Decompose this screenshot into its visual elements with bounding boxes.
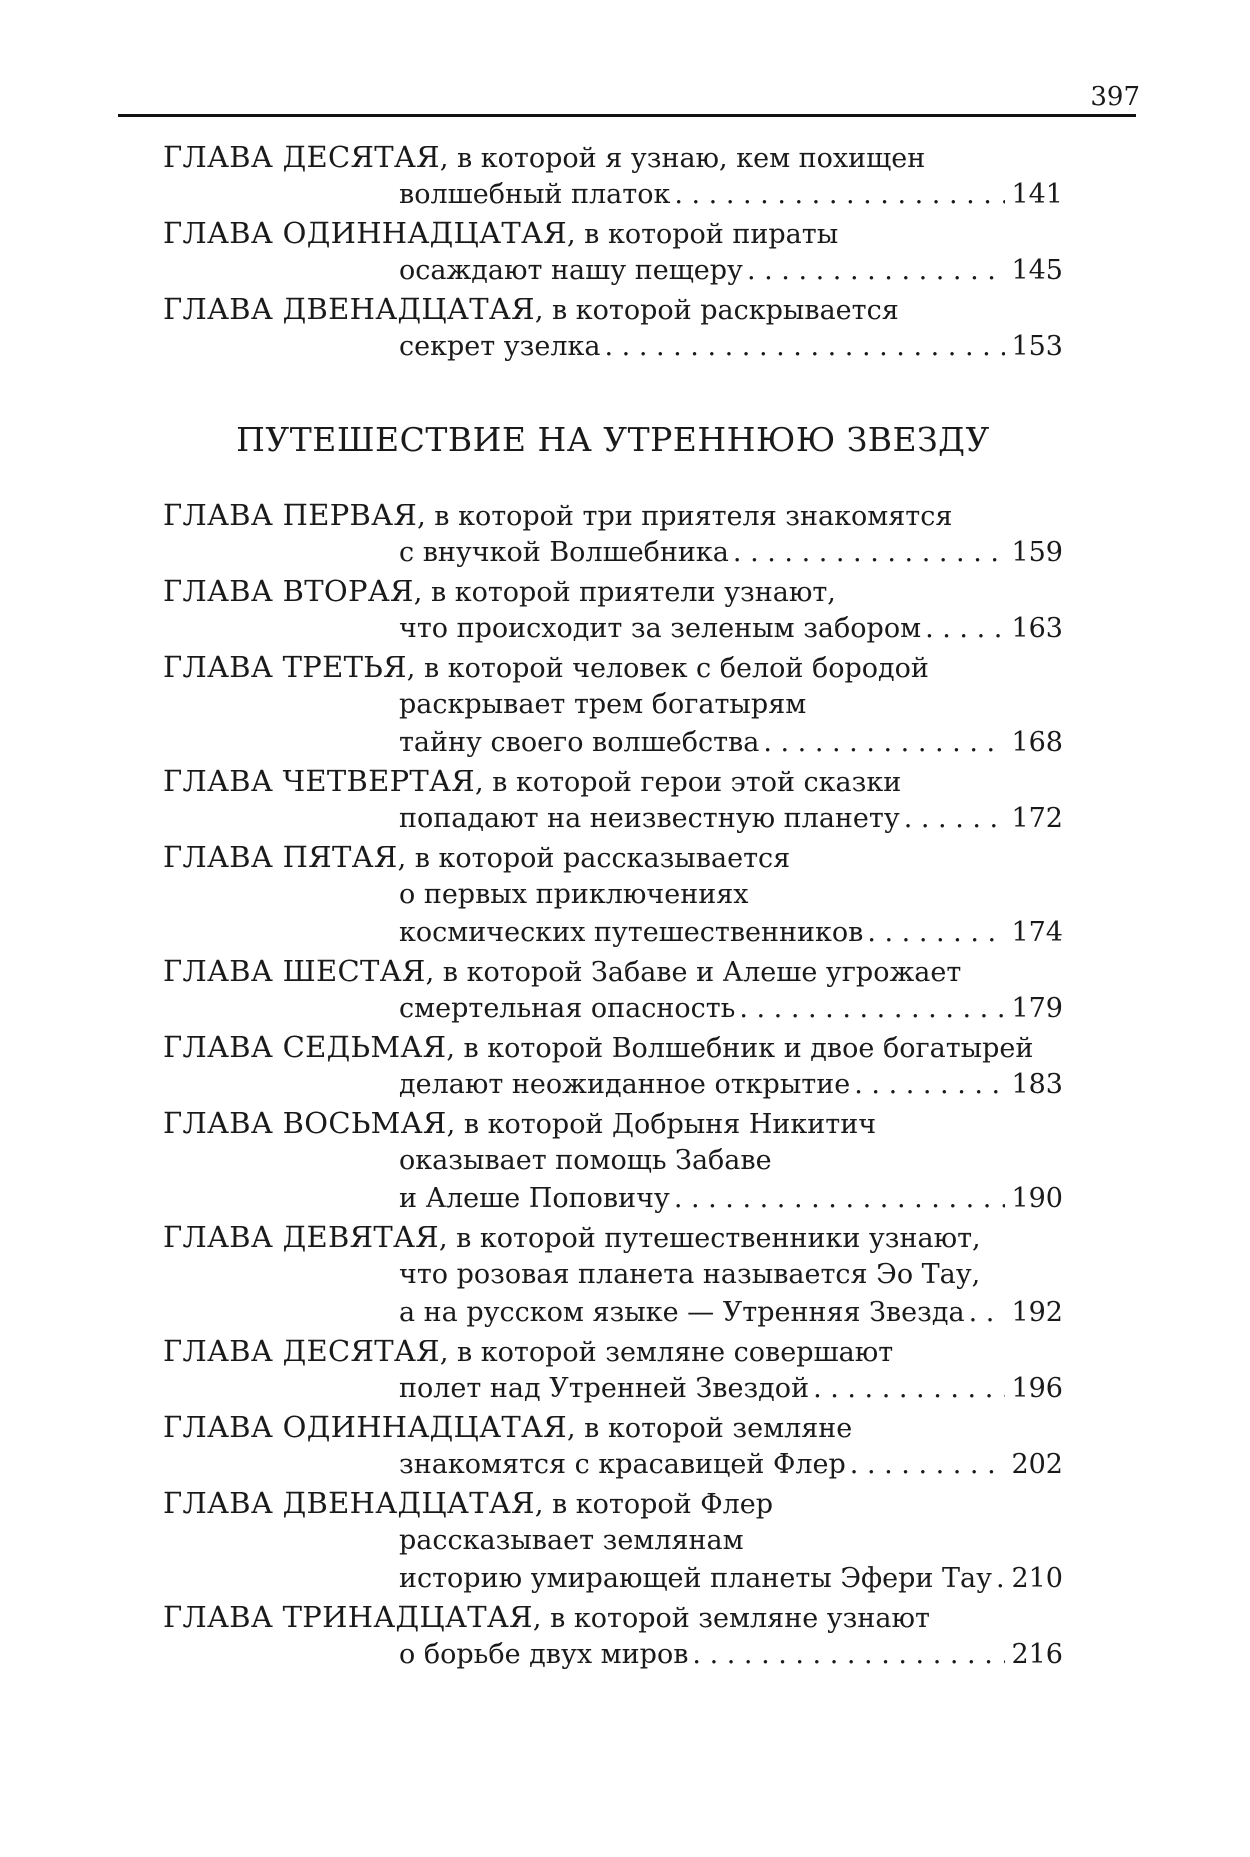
toc-entry[interactable]	[163, 572, 1063, 648]
toc-entry-continuation	[163, 686, 1063, 724]
page-reference[interactable]: 153	[1011, 331, 1063, 362]
toc-section-previous	[163, 138, 1063, 366]
toc-entry-continuation	[163, 1446, 1063, 1484]
toc-entry-heading	[163, 952, 1063, 990]
toc-entry-heading	[163, 496, 1063, 534]
toc-entry-continuation	[163, 724, 1063, 762]
chapter-label: ГЛАВА ДЕВЯТАЯ	[163, 1220, 439, 1254]
chapter-description-continued: секрет узелка	[399, 331, 601, 362]
toc-entry-continuation	[163, 1142, 1063, 1180]
toc-entry-heading	[163, 290, 1063, 328]
chapter-description: , в которой Добрыня Никитич	[446, 1109, 877, 1140]
chapter-label: ГЛАВА ВОСЬМАЯ	[163, 1106, 447, 1140]
chapter-description-continued: что происходит за зеленым забором	[399, 613, 922, 644]
toc-entry[interactable]	[163, 648, 1063, 762]
page-reference[interactable]: 163	[1011, 613, 1063, 644]
chapter-label: ГЛАВА ПЯТАЯ	[163, 840, 398, 874]
toc-entry-continuation	[163, 800, 1063, 838]
dot-leader	[604, 328, 1005, 366]
toc-entry-continuation	[163, 1256, 1063, 1294]
chapter-description: , в которой герои этой сказки	[475, 767, 902, 798]
chapter-description-continued: с внучкой Волшебника	[399, 537, 729, 568]
chapter-description-continued: волшебный платок	[399, 179, 671, 210]
chapter-label: ГЛАВА СЕДЬМАЯ	[163, 1030, 447, 1064]
section-title: ПУТЕШЕСТВИЕ НА УТРЕННЮЮ ЗВЕЗДУ	[236, 420, 990, 459]
chapter-description-continued: и Алеше Поповичу	[399, 1183, 670, 1214]
dot-leader	[747, 252, 1006, 290]
chapter-label: ГЛАВА ВТОРАЯ	[163, 574, 414, 608]
toc-entry-heading	[163, 648, 1063, 686]
page-reference[interactable]: 179	[1011, 993, 1063, 1024]
dot-leader	[813, 1370, 1005, 1408]
page-reference[interactable]: 216	[1011, 1639, 1063, 1670]
toc-entry[interactable]	[163, 1028, 1063, 1104]
toc-entry-continuation	[163, 610, 1063, 648]
chapter-label: ГЛАВА ДЕСЯТАЯ	[163, 140, 440, 174]
page-reference[interactable]: 159	[1011, 537, 1063, 568]
chapter-label: ГЛАВА ДВЕНАДЦАТАЯ	[163, 292, 535, 326]
chapter-label: ГЛАВА ПЕРВАЯ	[163, 498, 418, 532]
chapter-description-continued: о первых приключениях	[399, 879, 749, 910]
toc-section-morning-star	[163, 496, 1063, 1674]
page-reference[interactable]: 174	[1011, 917, 1063, 948]
toc-entry[interactable]	[163, 1408, 1063, 1484]
toc-entry[interactable]	[163, 1598, 1063, 1674]
chapter-description: , в которой земляне	[567, 1413, 853, 1444]
toc-entry-heading	[163, 214, 1063, 252]
toc-entry-heading	[163, 1104, 1063, 1142]
chapter-label: ГЛАВА ОДИННАДЦАТАЯ	[163, 216, 567, 250]
chapter-description: , в которой Волшебник и двое богатырей	[446, 1033, 1034, 1064]
toc-entry-continuation	[163, 1180, 1063, 1218]
dot-leader	[904, 800, 1006, 838]
toc-entry[interactable]	[163, 1484, 1063, 1598]
dot-leader	[969, 1294, 1006, 1332]
chapter-description-continued: космических путешественников	[399, 917, 864, 948]
toc-entry-continuation	[163, 534, 1063, 572]
toc-entry-continuation	[163, 252, 1063, 290]
chapter-label: ГЛАВА ТРЕТЬЯ	[163, 650, 407, 684]
chapter-description-continued: смертельная опасность	[399, 993, 736, 1024]
page-reference[interactable]: 190	[1011, 1183, 1063, 1214]
dot-leader	[996, 1560, 1005, 1598]
dot-leader	[674, 1180, 1006, 1218]
toc-entry-heading	[163, 1598, 1063, 1636]
chapter-description: , в которой путешественники узнают,	[438, 1223, 981, 1254]
chapter-description: , в которой Забаве и Алеше угрожает	[425, 957, 962, 988]
chapter-description-continued: полет над Утренней Звездой	[399, 1373, 810, 1404]
toc-entry-continuation	[163, 1370, 1063, 1408]
chapter-label: ГЛАВА ДВЕНАДЦАТАЯ	[163, 1486, 535, 1520]
dot-leader	[733, 534, 1006, 572]
toc-entry-continuation	[163, 1636, 1063, 1674]
toc-entry[interactable]	[163, 838, 1063, 952]
chapter-description-continued: осаждают нашу пещеру	[399, 255, 743, 286]
dot-leader	[854, 1066, 1005, 1104]
chapter-label: ГЛАВА ШЕСТАЯ	[163, 954, 426, 988]
page-reference[interactable]: 192	[1011, 1297, 1063, 1328]
page-reference[interactable]: 172	[1011, 803, 1063, 834]
chapter-description: , в которой три приятеля знакомятся	[417, 501, 953, 532]
toc-entry-heading	[163, 572, 1063, 610]
toc-entry[interactable]	[163, 1332, 1063, 1408]
page-number: 397	[1090, 82, 1140, 112]
toc-entry[interactable]	[163, 290, 1063, 366]
chapter-description: , в которой земляне узнают	[532, 1603, 930, 1634]
chapter-label: ГЛАВА ОДИННАДЦАТАЯ	[163, 1410, 567, 1444]
chapter-description: , в которой я узнаю, кем похищен	[439, 143, 926, 174]
toc-entry[interactable]	[163, 1104, 1063, 1218]
toc-entry-heading	[163, 1408, 1063, 1446]
header-rule	[118, 114, 1136, 117]
chapter-label: ГЛАВА ЧЕТВЕРТАЯ	[163, 764, 476, 798]
page-reference[interactable]: 145	[1011, 255, 1063, 286]
toc-entry[interactable]	[163, 214, 1063, 290]
chapter-description-continued: делают неожиданное открытие	[399, 1069, 851, 1100]
chapter-description-continued: оказывает помощь Забаве	[399, 1145, 772, 1176]
toc-entry-heading	[163, 1028, 1063, 1066]
dot-leader	[763, 724, 1005, 762]
dot-leader	[925, 610, 1005, 648]
toc-entry[interactable]	[163, 1218, 1063, 1332]
dot-leader	[692, 1636, 1005, 1674]
toc-entry-heading	[163, 1332, 1063, 1370]
dot-leader	[850, 1446, 1006, 1484]
chapter-description-continued: историю умирающей планеты Эфери Тау	[399, 1563, 992, 1594]
chapter-description-continued: о борьбе двух миров	[399, 1639, 689, 1670]
toc-entry-heading	[163, 1484, 1063, 1522]
toc-entry[interactable]	[163, 138, 1063, 214]
toc-entry-continuation	[163, 176, 1063, 214]
chapter-label: ГЛАВА ТРИНАДЦАТАЯ	[163, 1600, 533, 1634]
toc-entry-continuation	[163, 1066, 1063, 1104]
table-of-contents	[163, 138, 1063, 1674]
chapter-description-continued: тайну своего волшебства	[399, 727, 760, 758]
chapter-description-continued: знакомятся с красавицей Флер	[399, 1449, 846, 1480]
toc-entry[interactable]	[163, 762, 1063, 838]
toc-entry-continuation	[163, 1294, 1063, 1332]
toc-entry-continuation	[163, 990, 1063, 1028]
toc-entry-heading	[163, 838, 1063, 876]
chapter-description: , в которой земляне совершают	[439, 1337, 894, 1368]
toc-entry-continuation	[163, 876, 1063, 914]
toc-entry-heading	[163, 1218, 1063, 1256]
page-reference[interactable]: 141	[1011, 179, 1063, 210]
chapter-description-continued: что розовая планета называется Эо Тау,	[399, 1259, 981, 1290]
chapter-description: , в которой человек с белой бородой	[406, 653, 929, 684]
chapter-description: , в которой пираты	[567, 219, 839, 250]
chapter-description: , в которой приятели узнают,	[413, 577, 836, 608]
toc-entry-heading	[163, 138, 1063, 176]
toc-entry-heading	[163, 762, 1063, 800]
chapter-description: , в которой раскрывается	[534, 295, 899, 326]
dot-leader	[739, 990, 1005, 1028]
page-reference[interactable]: 183	[1011, 1069, 1063, 1100]
dot-leader	[674, 176, 1005, 214]
toc-entry-continuation	[163, 914, 1063, 952]
chapter-description: , в которой Флер	[534, 1489, 774, 1520]
toc-entry[interactable]	[163, 496, 1063, 572]
chapter-description-continued: рассказывает землянам	[399, 1525, 744, 1556]
chapter-description-continued: раскрывает трем богатырям	[399, 689, 807, 720]
toc-entry[interactable]	[163, 952, 1063, 1028]
page-reference[interactable]: 196	[1011, 1373, 1063, 1404]
chapter-description-continued: а на русском языке — Утренняя Звезда	[399, 1297, 965, 1328]
page-reference[interactable]: 202	[1011, 1449, 1063, 1480]
chapter-label: ГЛАВА ДЕСЯТАЯ	[163, 1334, 440, 1368]
toc-entry-continuation	[163, 328, 1063, 366]
toc-entry-continuation	[163, 1522, 1063, 1560]
page-reference[interactable]: 210	[1011, 1563, 1063, 1594]
chapter-description-continued: попадают на неизвестную планету	[399, 803, 900, 834]
toc-entry-continuation	[163, 1560, 1063, 1598]
dot-leader	[867, 914, 1005, 952]
chapter-description: , в которой рассказывается	[397, 843, 791, 874]
page-reference[interactable]: 168	[1011, 727, 1063, 758]
